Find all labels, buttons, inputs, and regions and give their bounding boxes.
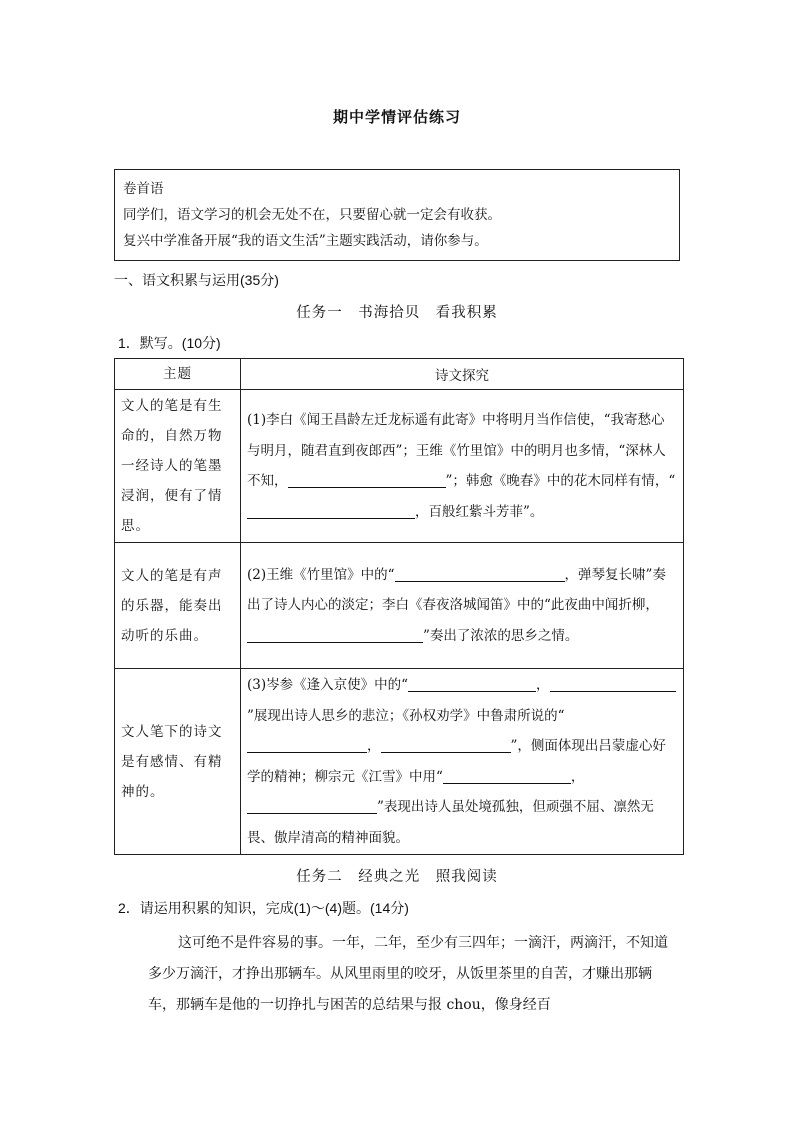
- text-segment: ”，侧面体现出吕蒙虚心好学的精神；柳宗元《江雪》中用“: [247, 738, 666, 785]
- text-segment: ，: [367, 738, 381, 754]
- header-poem: 诗文探究: [241, 359, 684, 390]
- text-segment: ”表现出诗人虽处境孤独，但顽强不屈、凛然无畏、傲岸清高的精神面貌。: [247, 799, 654, 846]
- table-row: [115, 543, 684, 669]
- text-segment: ，百般红紫斗芳菲”。: [415, 503, 544, 520]
- table-row: [115, 669, 684, 855]
- page-title: 期中学情评估练习: [332, 108, 461, 126]
- passage-text: 这可绝不是件容易的事。一年，二年，至少有三四年；一滴汗，两滴汗，不知道多少万滴汗，才挣出那辆车。从风里雨里的咬牙，从饭里茶里的自苦，才赚出那辆车，那辆车是他的一切挣扎与困苦的总结果与报 chou，像身经百: [148, 935, 668, 1013]
- text-segment: (3)岑参《逢入京使》中的“: [247, 677, 409, 693]
- row-content: [241, 543, 684, 669]
- intro-line-1: 同学们，语文学习的机会无处不在，只要留心就一定会有收获。: [123, 207, 501, 223]
- text-segment: (2)王维《竹里馆》中的“: [247, 566, 395, 583]
- answer-blank[interactable]: [408, 675, 536, 692]
- answer-blank[interactable]: [443, 767, 571, 784]
- reading-passage: [148, 928, 678, 1021]
- row-content: [241, 390, 684, 543]
- task-two-heading: 任务二 经典之光 照我阅读: [296, 869, 498, 885]
- text-segment: (1)李白《闻王昌龄左迁龙标遥有此寄》中将明月当作信使，“我寄愁心与明月，随君直到夜郎西”；王维《竹里馆》中的明月也多情，“深林人不知，: [247, 412, 666, 489]
- answer-blank[interactable]: [247, 626, 423, 643]
- text-segment: ”；韩愈《晚春》中的花木同样有情，“: [445, 473, 676, 489]
- row-content: [241, 669, 684, 855]
- answer-blank[interactable]: [247, 502, 415, 519]
- intro-heading: 卷首语: [123, 181, 164, 197]
- intro-box: [114, 169, 680, 261]
- text-segment: ，: [536, 677, 550, 693]
- task-one-heading: 任务一 书海拾贝 看我积累: [296, 305, 498, 321]
- answer-blank[interactable]: [247, 797, 377, 814]
- question-2: 2．请运用积累的知识，完成(1)～(4)题。(14分): [118, 900, 409, 916]
- text-segment: ”展现出诗人思乡的悲泣；《孙权劝学》中鲁肃所说的“: [247, 707, 565, 724]
- table-row: [115, 390, 684, 543]
- dictation-table: [114, 358, 684, 855]
- row-theme: 文人笔下的诗文是有感情、有精神的。: [115, 669, 241, 855]
- section-heading: 一、语文积累与运用(35分): [114, 272, 279, 288]
- answer-blank[interactable]: [395, 565, 565, 582]
- intro-line-2: 复兴中学准备开展“我的语文生活”主题实践活动，请你参与。: [123, 233, 488, 249]
- text-segment: ，弹琴复长啸”奏出了诗人内心的淡定；李白《春夜洛城闻笛》中的“此夜曲中闻折柳，: [247, 566, 666, 614]
- answer-blank[interactable]: [288, 471, 446, 488]
- text-segment: ，: [570, 768, 585, 785]
- text-segment: ”奏出了浓浓的思乡之情。: [423, 627, 579, 644]
- answer-blank[interactable]: [550, 675, 676, 692]
- header-theme: 主题: [115, 359, 241, 390]
- answer-blank[interactable]: [381, 736, 511, 753]
- row-theme: 文人的笔是有生命的，自然万物一经诗人的笔墨浸润，便有了情思。: [115, 390, 241, 543]
- question-1: 1．默写。(10分): [118, 335, 221, 351]
- table-header-row: [115, 359, 684, 390]
- answer-blank[interactable]: [247, 736, 367, 753]
- row-theme: 文人的笔是有声的乐器，能奏出动听的乐曲。: [115, 543, 241, 669]
